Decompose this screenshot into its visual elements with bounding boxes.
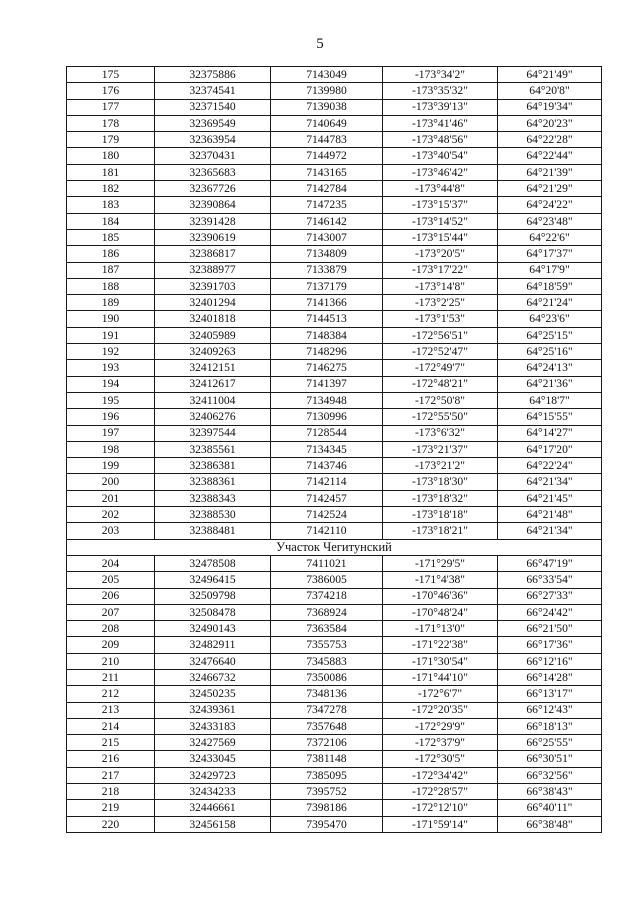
longitude-cell: -173°18'30" xyxy=(383,474,498,490)
table-row xyxy=(67,344,602,360)
latitude-cell: 66°24'42" xyxy=(498,604,602,620)
table-row xyxy=(67,507,602,523)
latitude-cell: 64°19'34" xyxy=(498,99,602,115)
longitude-cell: -173°41'46" xyxy=(383,115,498,131)
latitude-cell: 66°25'55" xyxy=(498,735,602,751)
point-number-cell: 176 xyxy=(67,83,155,99)
y-coordinate-cell: 7130996 xyxy=(271,409,383,425)
point-number-cell: 178 xyxy=(67,115,155,131)
longitude-cell: -171°4'38" xyxy=(383,572,498,588)
longitude-cell: -173°6'32" xyxy=(383,425,498,441)
latitude-cell: 64°15'55" xyxy=(498,409,602,425)
longitude-cell: -172°56'51" xyxy=(383,327,498,343)
longitude-cell: -173°40'54" xyxy=(383,148,498,164)
x-coordinate-cell: 32509798 xyxy=(155,588,271,604)
y-coordinate-cell: 7142114 xyxy=(271,474,383,490)
table-row xyxy=(67,669,602,685)
latitude-cell: 64°23'48" xyxy=(498,213,602,229)
x-coordinate-cell: 32386817 xyxy=(155,246,271,262)
y-coordinate-cell: 7395752 xyxy=(271,784,383,800)
point-number-cell: 218 xyxy=(67,784,155,800)
latitude-cell: 64°22'6" xyxy=(498,229,602,245)
x-coordinate-cell: 32371540 xyxy=(155,99,271,115)
y-coordinate-cell: 7137179 xyxy=(271,278,383,294)
table-row xyxy=(67,115,602,131)
point-number-cell: 206 xyxy=(67,588,155,604)
x-coordinate-cell: 32456158 xyxy=(155,816,271,832)
longitude-cell: -173°17'22" xyxy=(383,262,498,278)
x-coordinate-cell: 32450235 xyxy=(155,686,271,702)
latitude-cell: 64°22'24" xyxy=(498,458,602,474)
latitude-cell: 66°33'54" xyxy=(498,572,602,588)
x-coordinate-cell: 32363954 xyxy=(155,132,271,148)
y-coordinate-cell: 7128544 xyxy=(271,425,383,441)
point-number-cell: 185 xyxy=(67,229,155,245)
point-number-cell: 210 xyxy=(67,653,155,669)
y-coordinate-cell: 7143049 xyxy=(271,67,383,83)
x-coordinate-cell: 32427569 xyxy=(155,735,271,751)
latitude-cell: 66°40'11" xyxy=(498,800,602,816)
latitude-cell: 64°21'39" xyxy=(498,164,602,180)
y-coordinate-cell: 7144513 xyxy=(271,311,383,327)
point-number-cell: 192 xyxy=(67,344,155,360)
table-row xyxy=(67,295,602,311)
coordinates-table xyxy=(66,66,602,833)
point-number-cell: 177 xyxy=(67,99,155,115)
point-number-cell: 211 xyxy=(67,669,155,685)
x-coordinate-cell: 32370431 xyxy=(155,148,271,164)
y-coordinate-cell: 7148384 xyxy=(271,327,383,343)
longitude-cell: -172°49'7" xyxy=(383,360,498,376)
y-coordinate-cell: 7144972 xyxy=(271,148,383,164)
y-coordinate-cell: 7363584 xyxy=(271,621,383,637)
longitude-cell: -172°34'42" xyxy=(383,767,498,783)
longitude-cell: -171°59'14" xyxy=(383,816,498,832)
point-number-cell: 198 xyxy=(67,441,155,457)
table-row xyxy=(67,229,602,245)
x-coordinate-cell: 32429723 xyxy=(155,767,271,783)
y-coordinate-cell: 7143007 xyxy=(271,229,383,245)
longitude-cell: -170°48'24" xyxy=(383,604,498,620)
latitude-cell: 66°21'50" xyxy=(498,621,602,637)
longitude-cell: -173°44'8" xyxy=(383,181,498,197)
latitude-cell: 64°22'44" xyxy=(498,148,602,164)
latitude-cell: 66°14'28" xyxy=(498,669,602,685)
x-coordinate-cell: 32439361 xyxy=(155,702,271,718)
table-row xyxy=(67,181,602,197)
x-coordinate-cell: 32476640 xyxy=(155,653,271,669)
y-coordinate-cell: 7411021 xyxy=(271,555,383,571)
y-coordinate-cell: 7139038 xyxy=(271,99,383,115)
latitude-cell: 64°21'34" xyxy=(498,474,602,490)
longitude-cell: -170°46'36" xyxy=(383,588,498,604)
latitude-cell: 66°18'13" xyxy=(498,718,602,734)
point-number-cell: 190 xyxy=(67,311,155,327)
latitude-cell: 64°21'48" xyxy=(498,507,602,523)
longitude-cell: -173°18'32" xyxy=(383,490,498,506)
section-title-row xyxy=(67,539,602,555)
point-number-cell: 188 xyxy=(67,278,155,294)
point-number-cell: 216 xyxy=(67,751,155,767)
latitude-cell: 64°24'22" xyxy=(498,197,602,213)
table-row xyxy=(67,621,602,637)
longitude-cell: -172°52'47" xyxy=(383,344,498,360)
longitude-cell: -173°18'21" xyxy=(383,523,498,539)
table-row xyxy=(67,197,602,213)
x-coordinate-cell: 32391428 xyxy=(155,213,271,229)
y-coordinate-cell: 7133879 xyxy=(271,262,383,278)
x-coordinate-cell: 32478508 xyxy=(155,555,271,571)
x-coordinate-cell: 32388977 xyxy=(155,262,271,278)
longitude-cell: -172°55'50" xyxy=(383,409,498,425)
table-row xyxy=(67,702,602,718)
longitude-cell: -172°6'7" xyxy=(383,686,498,702)
x-coordinate-cell: 32406276 xyxy=(155,409,271,425)
y-coordinate-cell: 7142524 xyxy=(271,507,383,523)
point-number-cell: 219 xyxy=(67,800,155,816)
latitude-cell: 64°25'15" xyxy=(498,327,602,343)
x-coordinate-cell: 32433045 xyxy=(155,751,271,767)
longitude-cell: -173°21'37" xyxy=(383,441,498,457)
longitude-cell: -173°18'18" xyxy=(383,507,498,523)
x-coordinate-cell: 32412151 xyxy=(155,360,271,376)
x-coordinate-cell: 32391703 xyxy=(155,278,271,294)
latitude-cell: 64°21'34" xyxy=(498,523,602,539)
y-coordinate-cell: 7381148 xyxy=(271,751,383,767)
longitude-cell: -172°48'21" xyxy=(383,376,498,392)
table-row xyxy=(67,800,602,816)
longitude-cell: -173°46'42" xyxy=(383,164,498,180)
latitude-cell: 64°17'20" xyxy=(498,441,602,457)
point-number-cell: 200 xyxy=(67,474,155,490)
x-coordinate-cell: 32388481 xyxy=(155,523,271,539)
table-row xyxy=(67,213,602,229)
x-coordinate-cell: 32434233 xyxy=(155,784,271,800)
table-row xyxy=(67,311,602,327)
x-coordinate-cell: 32369549 xyxy=(155,115,271,131)
x-coordinate-cell: 32446661 xyxy=(155,800,271,816)
point-number-cell: 189 xyxy=(67,295,155,311)
x-coordinate-cell: 32412617 xyxy=(155,376,271,392)
point-number-cell: 184 xyxy=(67,213,155,229)
y-coordinate-cell: 7141366 xyxy=(271,295,383,311)
longitude-cell: -172°28'57" xyxy=(383,784,498,800)
table-row xyxy=(67,148,602,164)
table-row xyxy=(67,409,602,425)
longitude-cell: -171°29'5" xyxy=(383,555,498,571)
x-coordinate-cell: 32466732 xyxy=(155,669,271,685)
x-coordinate-cell: 32388361 xyxy=(155,474,271,490)
x-coordinate-cell: 32482911 xyxy=(155,637,271,653)
point-number-cell: 205 xyxy=(67,572,155,588)
point-number-cell: 195 xyxy=(67,392,155,408)
y-coordinate-cell: 7348136 xyxy=(271,686,383,702)
y-coordinate-cell: 7142110 xyxy=(271,523,383,539)
y-coordinate-cell: 7141397 xyxy=(271,376,383,392)
table-row xyxy=(67,164,602,180)
table-row xyxy=(67,555,602,571)
y-coordinate-cell: 7144783 xyxy=(271,132,383,148)
x-coordinate-cell: 32386381 xyxy=(155,458,271,474)
y-coordinate-cell: 7146275 xyxy=(271,360,383,376)
table-row xyxy=(67,458,602,474)
longitude-cell: -173°20'5" xyxy=(383,246,498,262)
latitude-cell: 64°21'36" xyxy=(498,376,602,392)
table-row xyxy=(67,588,602,604)
coordinates-table-body xyxy=(67,67,602,833)
table-row xyxy=(67,99,602,115)
table-row xyxy=(67,816,602,832)
y-coordinate-cell: 7140649 xyxy=(271,115,383,131)
section-title: Участок Чегитунский xyxy=(67,539,602,555)
point-number-cell: 214 xyxy=(67,718,155,734)
x-coordinate-cell: 32405989 xyxy=(155,327,271,343)
x-coordinate-cell: 32390864 xyxy=(155,197,271,213)
y-coordinate-cell: 7139980 xyxy=(271,83,383,99)
y-coordinate-cell: 7398186 xyxy=(271,800,383,816)
longitude-cell: -173°34'2" xyxy=(383,67,498,83)
table-row xyxy=(67,686,602,702)
point-number-cell: 202 xyxy=(67,507,155,523)
point-number-cell: 207 xyxy=(67,604,155,620)
point-number-cell: 193 xyxy=(67,360,155,376)
y-coordinate-cell: 7350086 xyxy=(271,669,383,685)
table-row xyxy=(67,604,602,620)
longitude-cell: -172°30'5" xyxy=(383,751,498,767)
latitude-cell: 66°30'51" xyxy=(498,751,602,767)
point-number-cell: 213 xyxy=(67,702,155,718)
table-row xyxy=(67,637,602,653)
point-number-cell: 196 xyxy=(67,409,155,425)
longitude-cell: -173°2'25" xyxy=(383,295,498,311)
latitude-cell: 64°20'23" xyxy=(498,115,602,131)
y-coordinate-cell: 7134345 xyxy=(271,441,383,457)
point-number-cell: 203 xyxy=(67,523,155,539)
y-coordinate-cell: 7357648 xyxy=(271,718,383,734)
x-coordinate-cell: 32397544 xyxy=(155,425,271,441)
longitude-cell: -173°15'44" xyxy=(383,229,498,245)
latitude-cell: 64°18'7" xyxy=(498,392,602,408)
x-coordinate-cell: 32401818 xyxy=(155,311,271,327)
y-coordinate-cell: 7148296 xyxy=(271,344,383,360)
y-coordinate-cell: 7372106 xyxy=(271,735,383,751)
table-row xyxy=(67,327,602,343)
point-number-cell: 181 xyxy=(67,164,155,180)
latitude-cell: 64°21'49" xyxy=(498,67,602,83)
y-coordinate-cell: 7345883 xyxy=(271,653,383,669)
latitude-cell: 66°27'33" xyxy=(498,588,602,604)
table-row xyxy=(67,246,602,262)
x-coordinate-cell: 32374541 xyxy=(155,83,271,99)
point-number-cell: 212 xyxy=(67,686,155,702)
point-number-cell: 215 xyxy=(67,735,155,751)
latitude-cell: 64°23'6" xyxy=(498,311,602,327)
point-number-cell: 217 xyxy=(67,767,155,783)
x-coordinate-cell: 32365683 xyxy=(155,164,271,180)
table-row xyxy=(67,474,602,490)
latitude-cell: 64°22'28" xyxy=(498,132,602,148)
table-row xyxy=(67,360,602,376)
y-coordinate-cell: 7355753 xyxy=(271,637,383,653)
y-coordinate-cell: 7143746 xyxy=(271,458,383,474)
table-row xyxy=(67,83,602,99)
point-number-cell: 197 xyxy=(67,425,155,441)
y-coordinate-cell: 7385095 xyxy=(271,767,383,783)
table-row xyxy=(67,784,602,800)
latitude-cell: 64°17'37" xyxy=(498,246,602,262)
y-coordinate-cell: 7146142 xyxy=(271,213,383,229)
table-row xyxy=(67,718,602,734)
point-number-cell: 209 xyxy=(67,637,155,653)
y-coordinate-cell: 7134948 xyxy=(271,392,383,408)
table-row xyxy=(67,376,602,392)
longitude-cell: -173°21'2" xyxy=(383,458,498,474)
table-row xyxy=(67,425,602,441)
y-coordinate-cell: 7143165 xyxy=(271,164,383,180)
x-coordinate-cell: 32411004 xyxy=(155,392,271,408)
y-coordinate-cell: 7147235 xyxy=(271,197,383,213)
point-number-cell: 201 xyxy=(67,490,155,506)
table-row xyxy=(67,132,602,148)
latitude-cell: 64°21'29" xyxy=(498,181,602,197)
table-row xyxy=(67,490,602,506)
page-number: 5 xyxy=(316,36,324,52)
point-number-cell: 191 xyxy=(67,327,155,343)
x-coordinate-cell: 32490143 xyxy=(155,621,271,637)
table-row xyxy=(67,735,602,751)
longitude-cell: -172°29'9" xyxy=(383,718,498,734)
longitude-cell: -173°39'13" xyxy=(383,99,498,115)
longitude-cell: -173°1'53" xyxy=(383,311,498,327)
latitude-cell: 66°47'19" xyxy=(498,555,602,571)
table-row xyxy=(67,653,602,669)
latitude-cell: 64°21'24" xyxy=(498,295,602,311)
longitude-cell: -173°14'52" xyxy=(383,213,498,229)
x-coordinate-cell: 32409263 xyxy=(155,344,271,360)
x-coordinate-cell: 32390619 xyxy=(155,229,271,245)
point-number-cell: 175 xyxy=(67,67,155,83)
x-coordinate-cell: 32433183 xyxy=(155,718,271,734)
x-coordinate-cell: 32401294 xyxy=(155,295,271,311)
point-number-cell: 194 xyxy=(67,376,155,392)
latitude-cell: 66°32'56" xyxy=(498,767,602,783)
longitude-cell: -172°12'10" xyxy=(383,800,498,816)
longitude-cell: -171°30'54" xyxy=(383,653,498,669)
longitude-cell: -173°48'56" xyxy=(383,132,498,148)
y-coordinate-cell: 7347278 xyxy=(271,702,383,718)
point-number-cell: 204 xyxy=(67,555,155,571)
latitude-cell: 64°17'9" xyxy=(498,262,602,278)
longitude-cell: -171°22'38" xyxy=(383,637,498,653)
latitude-cell: 66°38'48" xyxy=(498,816,602,832)
table-row xyxy=(67,262,602,278)
point-number-cell: 208 xyxy=(67,621,155,637)
point-number-cell: 199 xyxy=(67,458,155,474)
latitude-cell: 66°38'43" xyxy=(498,784,602,800)
latitude-cell: 64°18'59" xyxy=(498,278,602,294)
x-coordinate-cell: 32367726 xyxy=(155,181,271,197)
table-row xyxy=(67,441,602,457)
latitude-cell: 64°24'13" xyxy=(498,360,602,376)
x-coordinate-cell: 32388530 xyxy=(155,507,271,523)
y-coordinate-cell: 7368924 xyxy=(271,604,383,620)
y-coordinate-cell: 7374218 xyxy=(271,588,383,604)
x-coordinate-cell: 32508478 xyxy=(155,604,271,620)
latitude-cell: 64°21'45" xyxy=(498,490,602,506)
longitude-cell: -172°37'9" xyxy=(383,735,498,751)
table-row xyxy=(67,767,602,783)
longitude-cell: -173°15'37" xyxy=(383,197,498,213)
longitude-cell: -171°44'10" xyxy=(383,669,498,685)
x-coordinate-cell: 32496415 xyxy=(155,572,271,588)
latitude-cell: 66°17'36" xyxy=(498,637,602,653)
table-row xyxy=(67,278,602,294)
point-number-cell: 182 xyxy=(67,181,155,197)
latitude-cell: 66°12'16" xyxy=(498,653,602,669)
longitude-cell: -173°35'32" xyxy=(383,83,498,99)
table-row xyxy=(67,392,602,408)
point-number-cell: 179 xyxy=(67,132,155,148)
y-coordinate-cell: 7134809 xyxy=(271,246,383,262)
latitude-cell: 64°20'8" xyxy=(498,83,602,99)
table-row xyxy=(67,751,602,767)
x-coordinate-cell: 32375886 xyxy=(155,67,271,83)
point-number-cell: 220 xyxy=(67,816,155,832)
point-number-cell: 183 xyxy=(67,197,155,213)
latitude-cell: 64°14'27" xyxy=(498,425,602,441)
longitude-cell: -172°20'35" xyxy=(383,702,498,718)
latitude-cell: 66°13'17" xyxy=(498,686,602,702)
y-coordinate-cell: 7142457 xyxy=(271,490,383,506)
point-number-cell: 187 xyxy=(67,262,155,278)
x-coordinate-cell: 32388343 xyxy=(155,490,271,506)
x-coordinate-cell: 32385561 xyxy=(155,441,271,457)
table-row xyxy=(67,572,602,588)
y-coordinate-cell: 7395470 xyxy=(271,816,383,832)
y-coordinate-cell: 7386005 xyxy=(271,572,383,588)
longitude-cell: -172°50'8" xyxy=(383,392,498,408)
table-row xyxy=(67,67,602,83)
point-number-cell: 180 xyxy=(67,148,155,164)
longitude-cell: -171°13'0" xyxy=(383,621,498,637)
latitude-cell: 66°12'43" xyxy=(498,702,602,718)
latitude-cell: 64°25'16" xyxy=(498,344,602,360)
point-number-cell: 186 xyxy=(67,246,155,262)
table-row xyxy=(67,523,602,539)
y-coordinate-cell: 7142784 xyxy=(271,181,383,197)
longitude-cell: -173°14'8" xyxy=(383,278,498,294)
